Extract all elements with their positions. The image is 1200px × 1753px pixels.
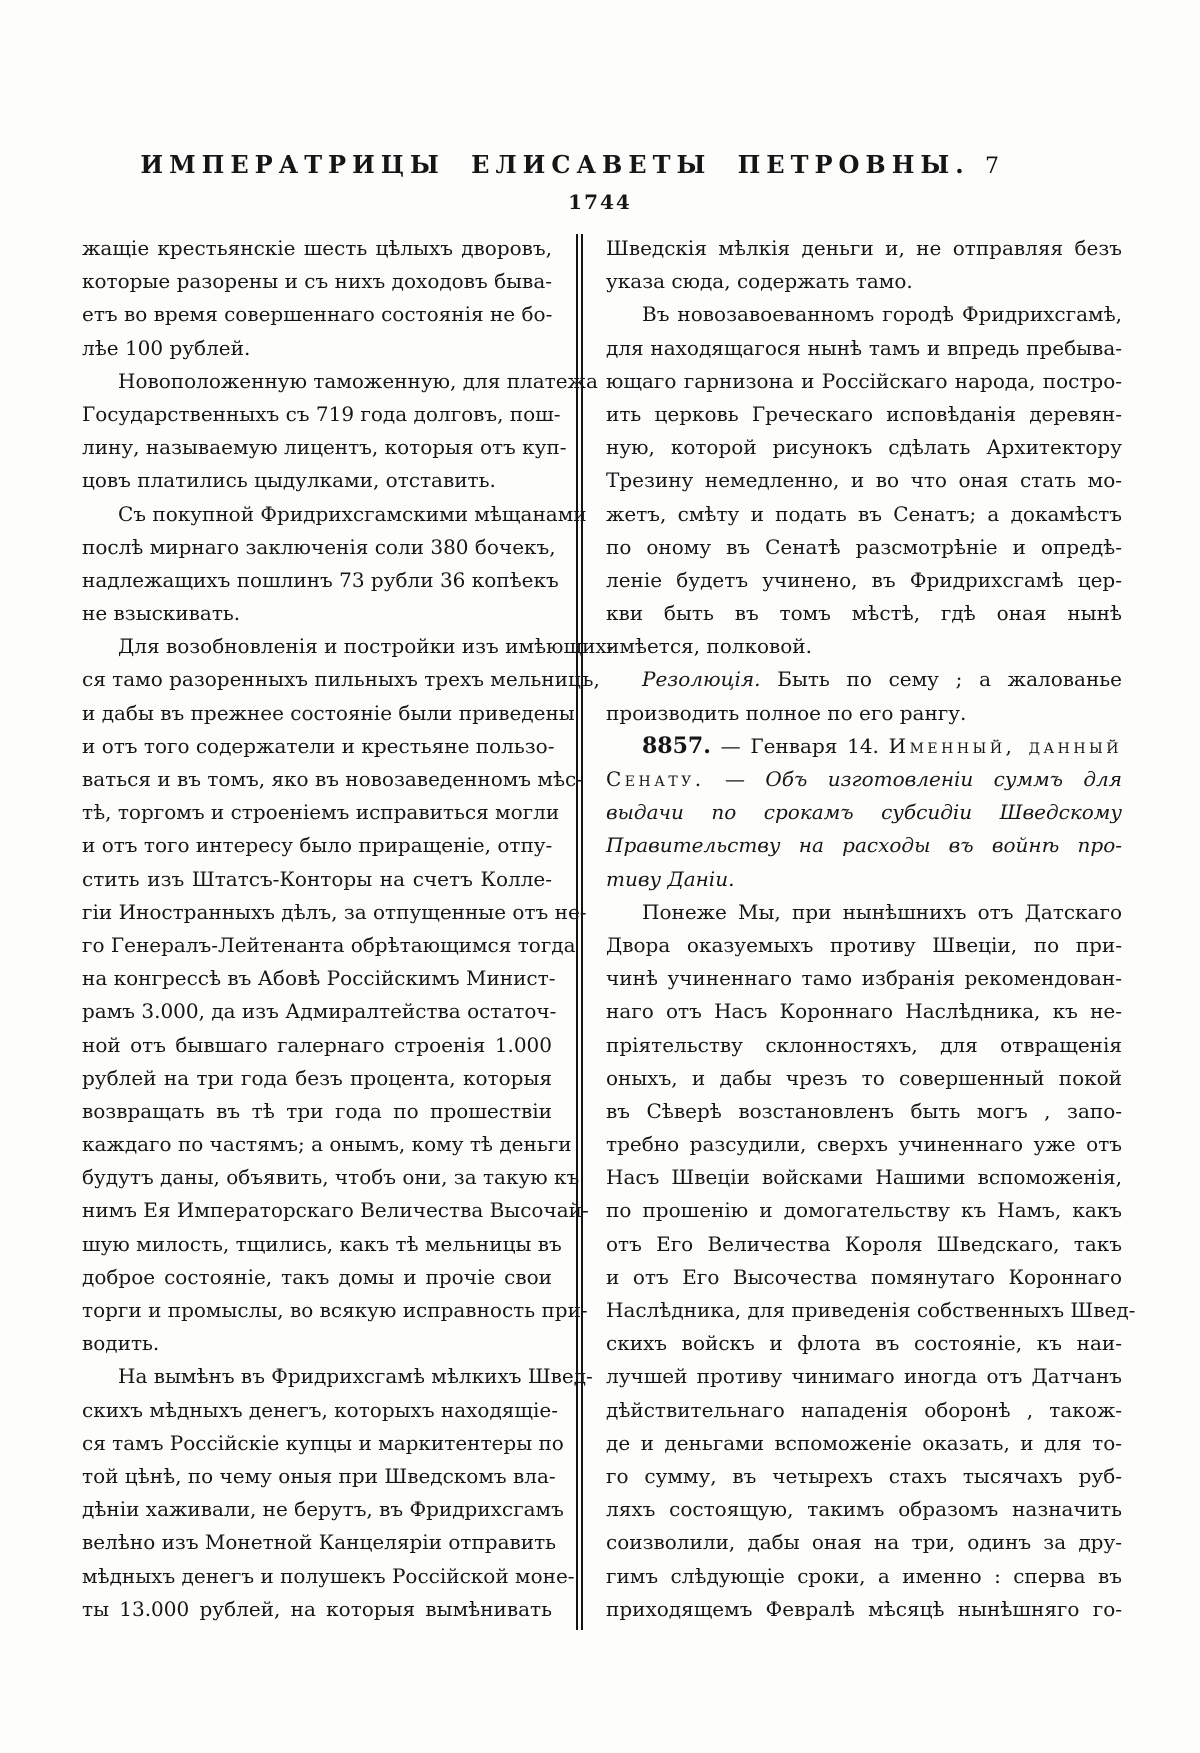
year-heading: 1744 (568, 190, 632, 214)
text-line (606, 863, 1122, 896)
text-line (606, 630, 1122, 663)
text-segment: и отъ того интересу было приращеніе, отпу- (82, 833, 553, 858)
text-segment: каждаго по частямъ; а онымъ, кому тѣ деньги (82, 1132, 572, 1157)
text-segment: производить полное по его рангу. (606, 700, 967, 725)
text-segment: наго отъ Насъ Короннаго Наслѣдника, къ не- (606, 999, 1122, 1024)
text-line (606, 1560, 1122, 1593)
text-segment: дѣйствительнаго нападенія оборонѣ , також- (606, 1397, 1122, 1422)
text-line (606, 1360, 1122, 1393)
text-segment: ся тамъ Россійскіе купцы и маркитентеры по (82, 1430, 564, 1455)
text-line (606, 365, 1122, 398)
text-line (606, 431, 1122, 464)
text-line (82, 1560, 575, 1593)
text-line (82, 1427, 564, 1460)
text-segment: отъ Его Величества Короля Шведскаго, такъ (606, 1231, 1122, 1256)
left-column (82, 232, 614, 1630)
page-header (0, 150, 1110, 179)
text-segment: и отъ того содержатели и крестьяне пользо- (82, 733, 555, 758)
text-segment: гимъ слѣдующіе сроки, а именно : сперва въ (606, 1563, 1122, 1588)
text-segment: ваться и въ томъ, яко въ новозаведенномъ мѣс- (82, 767, 583, 791)
text-segment: Государственныхъ съ 719 года долговъ, пош- (82, 401, 561, 426)
text-line (82, 597, 552, 630)
text-segment: рублей на три года безъ процента, которыя (82, 1065, 552, 1090)
text-line (82, 829, 552, 862)
text-line (606, 796, 1122, 829)
text-segment: приходящемъ Февралѣ мѣсяцѣ нынѣшняго го- (606, 1596, 1122, 1621)
text-segment: Именный, данный (888, 733, 1123, 758)
text-line (82, 663, 600, 696)
text-line (82, 929, 576, 962)
text-line (82, 796, 560, 829)
text-segment: — Генваря 14. (710, 733, 889, 758)
text-segment: гіи Иностранныхъ дѣлъ, за отпущенные отъ не- (82, 899, 587, 924)
text-segment: Для возобновленія и постройки изъ имѣющих- (118, 634, 614, 659)
text-line (82, 1493, 564, 1526)
text-segment: Сенату. (606, 767, 705, 791)
text-segment: скихъ мѣдныхъ денегъ, которыхъ находящіе- (82, 1397, 558, 1422)
text-segment: Съ покупной Фридрихсгамскими мѣщанами (118, 501, 587, 526)
text-line (606, 298, 1122, 331)
text-line (82, 1062, 552, 1095)
text-segment: будутъ даны, объявить, чтобъ они, за такую къ (82, 1165, 580, 1190)
text-line (82, 1526, 557, 1559)
text-segment: чинѣ учиненнаго тамо избранія рекомендован- (606, 966, 1122, 991)
text-segment: 8857. (642, 732, 711, 759)
page-title: ИМПЕРАТРИЦЫ ЕЛИСАВЕТЫ ПЕТРОВНЫ. (140, 150, 970, 179)
text-line (606, 1062, 1122, 1095)
text-segment: оныхъ, и дабы чрезъ то совершенный покой (606, 1065, 1122, 1090)
text-line (82, 995, 557, 1028)
text-segment: и отъ Его Высочества помянутаго Короннаго (606, 1264, 1122, 1289)
text-line (606, 929, 1122, 962)
text-segment: го сумму, въ четырехъ стахъ тысячахъ руб- (606, 1463, 1122, 1488)
text-line (606, 1427, 1122, 1460)
text-segment: и дабы въ прежнее состояніе были приведены (82, 700, 575, 725)
text-segment: для находящагося нынѣ тамъ и впредь пребыва- (606, 335, 1122, 360)
text-segment: которые разорены и съ нихъ доходовъ быва- (82, 269, 552, 294)
text-segment: Наслѣдника, для приведенія собственныхъ Швед- (606, 1298, 1136, 1322)
text-segment: ной отъ бывшаго галернаго строенія 1.000 (82, 1032, 552, 1057)
text-segment: лѣе 100 рублей. (82, 335, 251, 360)
text-segment: нимъ Ея Императорскаго Величества Высочай- (82, 1198, 589, 1223)
text-line (82, 398, 561, 431)
text-line (82, 763, 583, 796)
text-segment: требно разсудили, сверхъ учиненнаго уже отъ (606, 1132, 1122, 1157)
right-column (606, 232, 1136, 1630)
text-segment: — (704, 767, 766, 791)
text-line (606, 1261, 1122, 1294)
text-line (82, 298, 552, 331)
text-segment: На вымѣнъ въ Фридрихсгамѣ мѣлкихъ Швед- (118, 1364, 593, 1389)
text-line (82, 232, 552, 265)
text-segment: мѣдныхъ денегъ и полушекъ Россійской моне- (82, 1563, 575, 1588)
text-segment: имѣется, полковой. (606, 634, 812, 659)
text-segment: жащіе крестьянскіе шесть цѣлыхъ дворовъ, (82, 236, 552, 260)
text-segment: тѣ, торгомъ и строеніемъ исправиться могли (82, 800, 560, 825)
text-line (606, 763, 1122, 796)
text-line (82, 431, 567, 464)
text-line (82, 1394, 558, 1427)
column-divider (576, 234, 583, 1630)
text-line (606, 1095, 1122, 1128)
text-segment: Быть по сему ; а жалованье (760, 667, 1122, 692)
text-segment: по оному въ Сенатѣ разсмотрѣніе и опредѣ- (606, 534, 1122, 559)
text-line (82, 962, 556, 995)
text-line (82, 1261, 552, 1294)
text-line (606, 398, 1122, 431)
text-segment: не взыскивать. (82, 601, 241, 626)
text-segment: той цѣнѣ, по чему оныя при Шведскомъ вла- (82, 1463, 556, 1488)
text-line (606, 1593, 1122, 1626)
text-line (82, 863, 552, 896)
text-segment: ющаго гарнизона и Россійскаго народа, постро- (606, 368, 1122, 393)
text-segment: го Генералъ-Лейтенанта обрѣтающимся тогда (82, 932, 576, 957)
text-segment: торги и промыслы, во всякую исправность при- (82, 1298, 588, 1322)
text-segment: лину, называемую лицентъ, которыя отъ куп- (82, 435, 567, 460)
content-columns (82, 232, 1138, 1630)
text-line (82, 1294, 588, 1327)
text-segment: возвращать въ тѣ три года по прошествіи (82, 1098, 552, 1123)
text-line (82, 464, 552, 497)
page-number: 7 (985, 154, 999, 179)
text-line (606, 730, 1122, 763)
text-segment: доброе состояніе, такъ домы и прочіе свои (82, 1264, 552, 1289)
text-segment: Правительству на расходы въ войнѣ про- (606, 833, 1122, 858)
text-segment: послѣ мирнаго заключенія соли 380 бочекъ, (82, 534, 556, 559)
text-segment: де и деньгами вспоможеніе оказать, и для то- (606, 1430, 1122, 1455)
text-segment: Трезину немедленно, и во что оная стать мо- (606, 468, 1122, 493)
text-line (82, 365, 598, 398)
text-segment: Двора оказуемыхъ противу Швеціи, по при- (606, 932, 1122, 957)
text-line (82, 265, 552, 298)
text-segment: Насъ Швеціи войсками Нашими вспоможенія, (606, 1165, 1122, 1190)
text-segment: лучшей противу чинимаго иногда отъ Датчанъ (606, 1364, 1122, 1389)
text-segment: дѣніи хаживали, не берутъ, въ Фридрихсгамъ (82, 1497, 564, 1522)
text-line (82, 1095, 552, 1128)
text-line (606, 1460, 1122, 1493)
text-segment: на конгрессѣ въ Абовѣ Россійскимъ Минист- (82, 966, 556, 991)
text-segment: Новоположенную таможенную, для платежа (118, 368, 598, 393)
text-segment: въ Сѣверѣ возстановленъ быть могъ , запо- (606, 1098, 1122, 1123)
text-segment: надлежащихъ пошлинъ 73 рубли 36 копѣекъ (82, 567, 559, 592)
text-line (606, 597, 1122, 630)
text-line (82, 1360, 593, 1393)
text-line (82, 697, 575, 730)
text-line (606, 995, 1122, 1028)
text-line (606, 1194, 1122, 1227)
text-line (606, 1394, 1122, 1427)
text-segment: етъ во время совершеннаго состоянія не бо- (82, 302, 553, 327)
text-line (606, 829, 1122, 862)
text-line (82, 1593, 552, 1626)
text-segment: кви быть въ томъ мѣстѣ, гдѣ оная нынѣ (606, 601, 1122, 626)
text-line (606, 332, 1122, 365)
text-segment: Объ изготовленіи суммъ для (765, 767, 1123, 791)
text-segment: скихъ войскъ и флота въ состояніе, къ наи- (606, 1331, 1122, 1356)
text-line (606, 1493, 1122, 1526)
text-line (606, 464, 1122, 497)
text-line (606, 1526, 1122, 1559)
text-segment: ся тамо разоренныхъ пильныхъ трехъ мельницъ, (82, 667, 600, 692)
text-segment: цовъ платились цыдулками, отставить. (82, 468, 496, 493)
text-line (82, 896, 587, 929)
text-line (606, 564, 1122, 597)
text-segment: Въ новозавоеванномъ городѣ Фридрихсгамѣ, (642, 302, 1122, 327)
text-segment: жетъ, смѣту и подать въ Сенатъ; а докамѣстъ (606, 501, 1122, 526)
text-segment: ить церковь Греческаго исповѣданія деревян- (606, 401, 1122, 426)
text-line (82, 1460, 556, 1493)
text-line (606, 1161, 1122, 1194)
text-segment: рамъ 3.000, да изъ Адмиралтейства остаточ- (82, 999, 557, 1024)
text-line (606, 1228, 1122, 1261)
text-line (606, 1327, 1122, 1360)
text-line (606, 1128, 1122, 1161)
text-line (82, 730, 555, 763)
text-line (606, 1029, 1122, 1062)
text-line (82, 1128, 572, 1161)
text-line (606, 232, 1122, 265)
text-line (82, 1327, 552, 1360)
text-segment: указа сюда, содержать тамо. (606, 269, 913, 294)
text-line (82, 498, 587, 531)
text-segment: по прошенію и домогательству къ Намъ, какъ (606, 1198, 1122, 1223)
text-line (82, 1194, 589, 1227)
text-line (82, 1161, 580, 1194)
text-segment: ты 13.000 рублей, на которыя вымѣнивать (82, 1596, 552, 1621)
text-segment: тиву Даніи. (606, 866, 735, 891)
text-segment: Шведскія мѣлкія деньги и, не отправляя безъ (606, 236, 1122, 260)
text-line (82, 564, 559, 597)
text-line (606, 896, 1122, 929)
text-line (606, 962, 1122, 995)
text-line (606, 663, 1122, 696)
text-line (82, 531, 556, 564)
text-line (606, 265, 1122, 298)
text-segment: леніе будетъ учинено, въ Фридрихсгамѣ цер- (606, 567, 1122, 592)
text-line (606, 498, 1122, 531)
text-segment: Понеже Мы, при нынѣшнихъ отъ Датскаго (642, 899, 1122, 924)
text-line (82, 1029, 552, 1062)
text-segment: ляхъ состоящую, такимъ образомъ назначить (606, 1497, 1122, 1522)
text-line (82, 630, 614, 663)
text-segment: стить изъ Штатсъ-Конторы на счетъ Колле- (82, 866, 552, 891)
text-segment: шую милость, тщились, какъ тѣ мельницы въ (82, 1231, 562, 1256)
text-segment: велѣно изъ Монетной Канцеляріи отправить (82, 1530, 557, 1555)
text-segment: соизволили, дабы оная на три, одинъ за дру- (606, 1530, 1122, 1555)
text-segment: выдачи по срокамъ субсидіи Шведскому (606, 800, 1122, 825)
text-line (82, 332, 552, 365)
text-line (82, 1228, 562, 1261)
text-line (606, 531, 1122, 564)
text-segment: ную, которой рисунокъ сдѣлать Архитектору (606, 435, 1122, 460)
text-line (606, 697, 1122, 730)
text-segment: пріятельству склонностяхъ, для отвращенія (606, 1032, 1122, 1057)
text-line (606, 1294, 1136, 1327)
text-segment: водить. (82, 1331, 160, 1356)
text-segment: Резолюція. (642, 667, 761, 692)
